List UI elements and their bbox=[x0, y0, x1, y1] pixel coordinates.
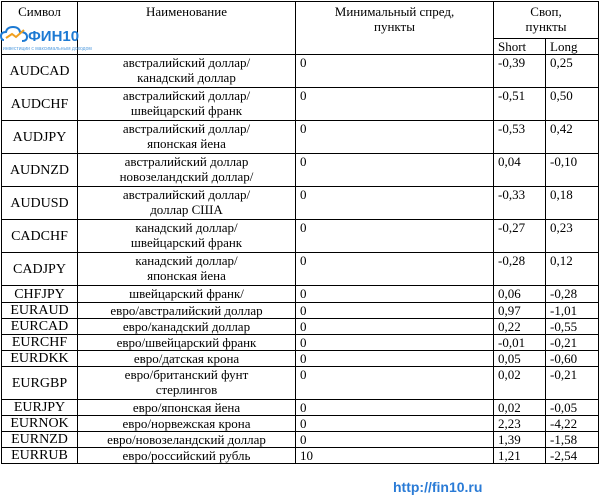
symbol-cell: EURCHF bbox=[2, 335, 78, 351]
name-header: Наименование bbox=[78, 2, 296, 55]
spread-cell: 0 bbox=[296, 335, 494, 351]
spread-cell: 0 bbox=[296, 432, 494, 448]
long-swap-cell: -0,60 bbox=[546, 351, 599, 367]
name-line: доллар США bbox=[150, 202, 223, 217]
short-swap-cell: 2,23 bbox=[494, 416, 546, 432]
symbol-cell: EURNZD bbox=[2, 432, 78, 448]
name-line: канадский доллар/ bbox=[135, 220, 238, 235]
spread-cell: 0 bbox=[296, 121, 494, 154]
long-swap-cell: -1,01 bbox=[546, 303, 599, 319]
symbol-header: Символ bbox=[2, 2, 78, 55]
symbol-cell: AUDCAD bbox=[2, 55, 78, 88]
long-swap-cell: 0,50 bbox=[546, 88, 599, 121]
table-row bbox=[2, 154, 599, 187]
table-row bbox=[2, 367, 599, 400]
long-swap-cell: 0,25 bbox=[546, 55, 599, 88]
short-swap-cell: -0,01 bbox=[494, 335, 546, 351]
name-line: стерлингов bbox=[155, 382, 218, 397]
long-swap-cell: 0,23 bbox=[546, 220, 599, 253]
logo-text: ФИН10 bbox=[28, 28, 80, 45]
symbol-cell: EURNOK bbox=[2, 416, 78, 432]
name-cell bbox=[78, 187, 296, 220]
name-line: евро/датская крона bbox=[133, 351, 240, 366]
spread-cell: 0 bbox=[296, 253, 494, 286]
table-row bbox=[2, 286, 599, 303]
table-body bbox=[2, 55, 599, 464]
name-line: евро/канадский доллар bbox=[122, 319, 251, 334]
short-swap-cell: -0,53 bbox=[494, 121, 546, 154]
name-cell bbox=[78, 351, 296, 367]
short-swap-cell: -0,28 bbox=[494, 253, 546, 286]
spread-cell: 0 bbox=[296, 367, 494, 400]
short-swap-cell: -0,39 bbox=[494, 55, 546, 88]
long-swap-cell: 0,12 bbox=[546, 253, 599, 286]
name-cell bbox=[78, 448, 296, 464]
spread-cell: 0 bbox=[296, 154, 494, 187]
symbol-cell: CHFJPY bbox=[2, 286, 78, 303]
name-line: новозеландский доллар/ bbox=[119, 169, 254, 184]
long-swap-cell: -2,54 bbox=[546, 448, 599, 464]
spread-cell: 10 bbox=[296, 448, 494, 464]
name-line: австралийский доллар/ bbox=[122, 121, 251, 136]
spread-cell: 0 bbox=[296, 187, 494, 220]
name-line: швейцарский франк/ bbox=[129, 286, 244, 301]
table-row bbox=[2, 448, 599, 464]
name-cell bbox=[78, 55, 296, 88]
swap-header: Своп, пункты bbox=[494, 2, 599, 39]
symbol-cell: CADJPY bbox=[2, 253, 78, 286]
cloud-logo-icon bbox=[0, 24, 30, 46]
table-row bbox=[2, 303, 599, 319]
short-swap-cell: 1,39 bbox=[494, 432, 546, 448]
table-row bbox=[2, 187, 599, 220]
symbol-cell: EURCAD bbox=[2, 319, 78, 335]
long-swap-cell: -0,21 bbox=[546, 335, 599, 351]
long-swap-cell: -4,22 bbox=[546, 416, 599, 432]
fin10-logo bbox=[0, 24, 92, 54]
table-row bbox=[2, 253, 599, 286]
name-cell bbox=[78, 303, 296, 319]
name-cell bbox=[78, 319, 296, 335]
spread-cell: 0 bbox=[296, 303, 494, 319]
spread-cell: 0 bbox=[296, 351, 494, 367]
name-cell bbox=[78, 286, 296, 303]
name-cell bbox=[78, 416, 296, 432]
symbol-cell: CADCHF bbox=[2, 220, 78, 253]
name-line: австралийский доллар/ bbox=[122, 88, 251, 103]
short-swap-cell: 0,04 bbox=[494, 154, 546, 187]
spread-cell: 0 bbox=[296, 88, 494, 121]
name-line: австралийский доллар bbox=[124, 154, 249, 169]
symbol-cell: AUDJPY bbox=[2, 121, 78, 154]
name-line: швейцарский франк bbox=[130, 103, 243, 118]
short-swap-cell: 0,97 bbox=[494, 303, 546, 319]
name-cell bbox=[78, 88, 296, 121]
name-line: японская йена bbox=[147, 136, 226, 151]
name-cell bbox=[78, 367, 296, 400]
name-cell bbox=[78, 253, 296, 286]
spread-cell: 0 bbox=[296, 220, 494, 253]
table-row bbox=[2, 351, 599, 367]
name-line: канадский доллар bbox=[137, 70, 236, 85]
watermark-link: http://fin10.ru bbox=[393, 479, 483, 495]
symbol-cell: AUDCHF bbox=[2, 88, 78, 121]
symbol-cell: EURJPY bbox=[2, 400, 78, 416]
name-line: евро/новозеландский доллар bbox=[107, 432, 266, 447]
short-swap-cell: -0,51 bbox=[494, 88, 546, 121]
long-swap-cell: -0,10 bbox=[546, 154, 599, 187]
symbol-cell: EURRUB bbox=[2, 448, 78, 464]
symbol-cell: EURDKK bbox=[2, 351, 78, 367]
name-line: канадский доллар/ bbox=[135, 253, 238, 268]
symbol-cell: AUDUSD bbox=[2, 187, 78, 220]
table-row bbox=[2, 400, 599, 416]
table-row bbox=[2, 121, 599, 154]
long-swap-cell: -1,58 bbox=[546, 432, 599, 448]
short-swap-cell: 0,22 bbox=[494, 319, 546, 335]
name-line: евро/норвежская крона bbox=[122, 416, 251, 431]
table-row bbox=[2, 416, 599, 432]
name-line: евро/британский фунт bbox=[124, 367, 249, 382]
table-row bbox=[2, 432, 599, 448]
name-line: евро/австралийский доллар bbox=[110, 303, 263, 318]
spread-cell: 0 bbox=[296, 416, 494, 432]
name-cell bbox=[78, 335, 296, 351]
logo-subtitle: инвестиции с максимальным доходом bbox=[3, 46, 92, 52]
name-cell bbox=[78, 154, 296, 187]
name-line: евро/швейцарский франк bbox=[116, 335, 257, 350]
short-header: Short bbox=[494, 39, 546, 55]
table-row bbox=[2, 319, 599, 335]
spread-cell: 0 bbox=[296, 286, 494, 303]
short-swap-cell: 0,05 bbox=[494, 351, 546, 367]
name-line: швейцарский франк bbox=[130, 235, 243, 250]
name-line: австралийский доллар/ bbox=[122, 187, 251, 202]
table-row bbox=[2, 88, 599, 121]
table-row bbox=[2, 55, 599, 88]
long-swap-cell: -0,28 bbox=[546, 286, 599, 303]
short-swap-cell: 0,02 bbox=[494, 367, 546, 400]
long-swap-cell: 0,18 bbox=[546, 187, 599, 220]
short-swap-cell: 0,06 bbox=[494, 286, 546, 303]
spread-cell: 0 bbox=[296, 400, 494, 416]
long-swap-cell: -0,55 bbox=[546, 319, 599, 335]
name-cell bbox=[78, 432, 296, 448]
name-cell bbox=[78, 121, 296, 154]
spread-header: Минимальный спред, пункты bbox=[296, 2, 494, 55]
name-line: австралийский доллар/ bbox=[122, 55, 251, 70]
name-line: евро/японская йена bbox=[132, 400, 241, 415]
name-cell bbox=[78, 400, 296, 416]
long-swap-cell: -0,21 bbox=[546, 367, 599, 400]
name-line: японская йена bbox=[147, 268, 226, 283]
symbol-cell: EURGBP bbox=[2, 367, 78, 400]
long-swap-cell: 0,42 bbox=[546, 121, 599, 154]
table-row bbox=[2, 335, 599, 351]
short-swap-cell: -0,27 bbox=[494, 220, 546, 253]
short-swap-cell: -0,33 bbox=[494, 187, 546, 220]
name-line: евро/российский рубль bbox=[122, 448, 251, 463]
spread-cell: 0 bbox=[296, 55, 494, 88]
long-swap-cell: -0,05 bbox=[546, 400, 599, 416]
symbol-cell: EURAUD bbox=[2, 303, 78, 319]
long-header: Long bbox=[546, 39, 599, 55]
spread-cell: 0 bbox=[296, 319, 494, 335]
name-cell bbox=[78, 220, 296, 253]
short-swap-cell: 0,02 bbox=[494, 400, 546, 416]
table-row bbox=[2, 220, 599, 253]
symbol-cell: AUDNZD bbox=[2, 154, 78, 187]
short-swap-cell: 1,21 bbox=[494, 448, 546, 464]
swap-table bbox=[1, 1, 599, 464]
